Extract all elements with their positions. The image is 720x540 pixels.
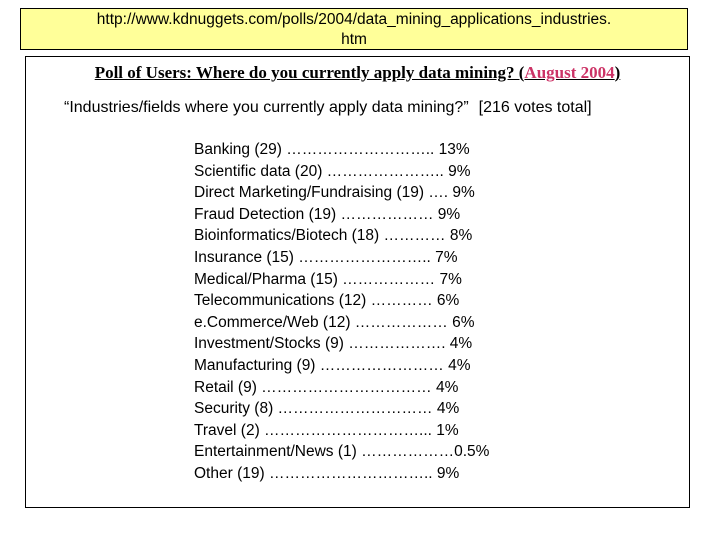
list-item: e.Commerce/Web (12) ……………… 6% bbox=[194, 313, 475, 331]
poll-date: August 2004 bbox=[524, 63, 615, 82]
list-item: Retail (9) …………………………… 4% bbox=[194, 378, 459, 396]
poll-question-row bbox=[64, 99, 592, 117]
list-item: Travel (2) …………………………... 1% bbox=[194, 421, 459, 439]
list-item: Security (8) ………………………… 4% bbox=[194, 400, 460, 418]
poll-question: “Industries/fields where you currently apply data mining?” bbox=[64, 99, 469, 116]
poll-heading-text: Poll of Users: Where do you currently apply data mining? ( bbox=[94, 63, 525, 82]
list-item: Entertainment/News (1) ………………0.5% bbox=[194, 443, 490, 461]
list-item: Insurance (15) …………………….. 7% bbox=[194, 248, 458, 266]
list-item: Medical/Pharma (15) ……………… 7% bbox=[194, 270, 462, 288]
list-item: Manufacturing (9) …………………… 4% bbox=[194, 356, 471, 374]
url-banner-line2: htm bbox=[341, 31, 367, 48]
poll-heading bbox=[26, 63, 689, 83]
list-item: Scientific data (20) ………………….. 9% bbox=[194, 162, 471, 180]
list-item: Direct Marketing/Fundraising (19) …. 9% bbox=[194, 184, 475, 202]
url-banner bbox=[20, 8, 688, 50]
poll-heading-close: ) bbox=[614, 63, 621, 82]
poll-panel bbox=[25, 56, 690, 508]
list-item: Fraud Detection (19) ……………… 9% bbox=[194, 205, 461, 223]
list-item: Telecommunications (12) ………… 6% bbox=[194, 292, 460, 310]
list-item: Investment/Stocks (9) ………………. 4% bbox=[194, 335, 473, 353]
list-item: Banking (29) ……………………….. 13% bbox=[194, 141, 470, 158]
list-item: Other (19) ………………………….. 9% bbox=[194, 464, 460, 482]
url-banner-line1: http://www.kdnuggets.com/polls/2004/data_mining_applications_industries. bbox=[96, 11, 612, 28]
vote-total: [216 votes total] bbox=[478, 99, 592, 116]
list-item: Bioinformatics/Biotech (18) ………… 8% bbox=[194, 227, 473, 245]
results-list bbox=[194, 139, 489, 485]
